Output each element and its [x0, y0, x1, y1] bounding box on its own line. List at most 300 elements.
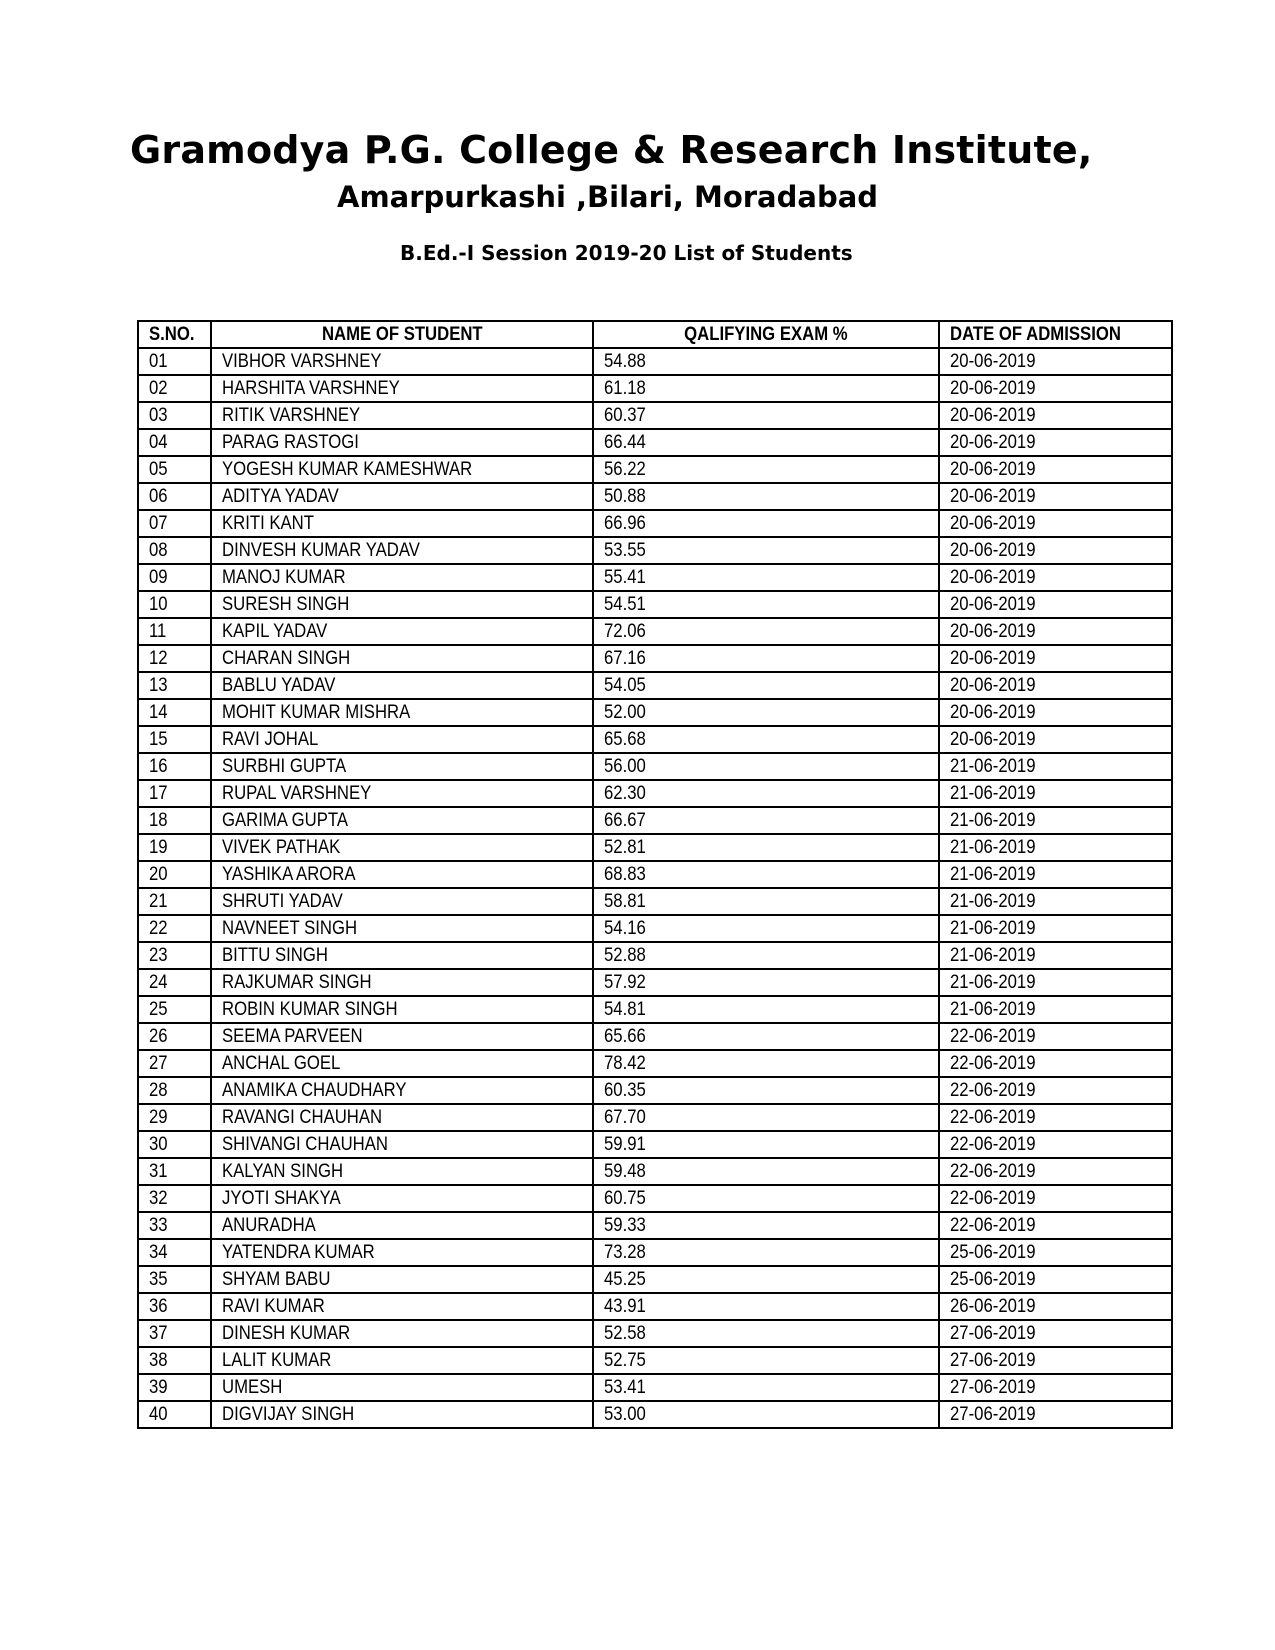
- cell-percent-text: 52.58: [604, 1323, 646, 1344]
- cell-percent-text: 72.06: [604, 621, 646, 642]
- table-row: [138, 591, 1172, 618]
- cell-percent-text: 52.75: [604, 1350, 646, 1371]
- students-table: [137, 320, 1173, 1429]
- cell-sno: [138, 375, 211, 402]
- cell-date-text: 20-06-2019: [950, 729, 1036, 750]
- cell-percent-text: 56.00: [604, 756, 646, 777]
- cell-date: [939, 1347, 1172, 1374]
- table-row: [138, 1050, 1172, 1077]
- table-row: [138, 1185, 1172, 1212]
- cell-name-text: KALYAN SINGH: [222, 1161, 344, 1182]
- cell-date-text: 21-06-2019: [950, 810, 1036, 831]
- cell-percent-text: 52.81: [604, 837, 646, 858]
- cell-name: [211, 1158, 593, 1185]
- cell-date-text: 20-06-2019: [950, 675, 1036, 696]
- cell-date: [939, 429, 1172, 456]
- cell-date: [939, 1023, 1172, 1050]
- cell-date: [939, 915, 1172, 942]
- table-row: [138, 753, 1172, 780]
- cell-sno-text: 27: [149, 1053, 168, 1074]
- cell-percent: [593, 456, 939, 483]
- cell-percent: [593, 1374, 939, 1401]
- cell-sno-text: 28: [149, 1080, 168, 1101]
- cell-percent-text: 67.16: [604, 648, 646, 669]
- cell-date-text: 20-06-2019: [950, 432, 1036, 453]
- cell-sno: [138, 1347, 211, 1374]
- cell-name-text: RAVI KUMAR: [222, 1296, 325, 1317]
- column-header-percent: [593, 321, 939, 348]
- cell-date: [939, 726, 1172, 753]
- cell-percent-text: 78.42: [604, 1053, 646, 1074]
- cell-percent: [593, 483, 939, 510]
- cell-percent-text: 65.68: [604, 729, 646, 750]
- cell-percent-text: 54.16: [604, 918, 646, 939]
- cell-name: [211, 915, 593, 942]
- cell-date-text: 21-06-2019: [950, 837, 1036, 858]
- cell-date-text: 21-06-2019: [950, 864, 1036, 885]
- cell-sno-text: 01: [149, 351, 168, 372]
- table-row: [138, 1320, 1172, 1347]
- cell-sno-text: 16: [149, 756, 168, 777]
- cell-date: [939, 1104, 1172, 1131]
- cell-percent-text: 58.81: [604, 891, 646, 912]
- table-row: [138, 1158, 1172, 1185]
- cell-date-text: 20-06-2019: [950, 351, 1036, 372]
- cell-name: [211, 1077, 593, 1104]
- cell-date-text: 20-06-2019: [950, 702, 1036, 723]
- cell-date-text: 20-06-2019: [950, 594, 1036, 615]
- cell-percent-text: 57.92: [604, 972, 646, 993]
- cell-sno: [138, 780, 211, 807]
- table-row: [138, 969, 1172, 996]
- cell-name-text: BABLU YADAV: [222, 675, 336, 696]
- cell-date: [939, 1212, 1172, 1239]
- cell-percent: [593, 591, 939, 618]
- cell-percent: [593, 1401, 939, 1428]
- cell-percent: [593, 807, 939, 834]
- table-row: [138, 564, 1172, 591]
- cell-percent-text: 56.22: [604, 459, 646, 480]
- cell-name: [211, 996, 593, 1023]
- cell-name: [211, 969, 593, 996]
- cell-sno: [138, 1023, 211, 1050]
- table-row: [138, 780, 1172, 807]
- cell-sno-text: 30: [149, 1134, 168, 1155]
- cell-sno-text: 05: [149, 459, 168, 480]
- cell-date-text: 22-06-2019: [950, 1188, 1036, 1209]
- cell-sno: [138, 726, 211, 753]
- cell-percent: [593, 1023, 939, 1050]
- cell-date-text: 22-06-2019: [950, 1026, 1036, 1047]
- cell-name: [211, 672, 593, 699]
- cell-date-text: 22-06-2019: [950, 1161, 1036, 1182]
- cell-name: [211, 1050, 593, 1077]
- cell-sno: [138, 618, 211, 645]
- cell-sno: [138, 1050, 211, 1077]
- cell-sno-text: 22: [149, 918, 168, 939]
- cell-sno-text: 13: [149, 675, 168, 696]
- cell-name-text: SHYAM BABU: [222, 1269, 331, 1290]
- column-header-label: S.NO.: [149, 324, 195, 345]
- cell-date-text: 20-06-2019: [950, 405, 1036, 426]
- cell-sno: [138, 1374, 211, 1401]
- cell-percent: [593, 348, 939, 375]
- cell-name-text: ANCHAL GOEL: [222, 1053, 341, 1074]
- cell-name: [211, 942, 593, 969]
- cell-sno-text: 33: [149, 1215, 168, 1236]
- cell-name-text: YOGESH KUMAR KAMESHWAR: [222, 459, 473, 480]
- table-row: [138, 915, 1172, 942]
- cell-date: [939, 1320, 1172, 1347]
- cell-name: [211, 1320, 593, 1347]
- cell-name-text: KRITI KANT: [222, 513, 314, 534]
- cell-percent-text: 50.88: [604, 486, 646, 507]
- cell-percent: [593, 1050, 939, 1077]
- cell-percent-text: 45.25: [604, 1269, 646, 1290]
- cell-date-text: 22-06-2019: [950, 1053, 1036, 1074]
- cell-sno: [138, 834, 211, 861]
- table-row: [138, 429, 1172, 456]
- cell-percent-text: 53.55: [604, 540, 646, 561]
- cell-date: [939, 402, 1172, 429]
- table-row: [138, 1023, 1172, 1050]
- cell-sno: [138, 1239, 211, 1266]
- table-row: [138, 1347, 1172, 1374]
- cell-name: [211, 1293, 593, 1320]
- cell-date-text: 20-06-2019: [950, 378, 1036, 399]
- table-row: [138, 861, 1172, 888]
- table-row: [138, 888, 1172, 915]
- cell-name-text: RAJKUMAR SINGH: [222, 972, 372, 993]
- cell-date: [939, 483, 1172, 510]
- cell-name: [211, 591, 593, 618]
- cell-date: [939, 888, 1172, 915]
- cell-name-text: SURBHI GUPTA: [222, 756, 347, 777]
- cell-sno: [138, 1401, 211, 1428]
- cell-sno: [138, 1104, 211, 1131]
- cell-percent: [593, 645, 939, 672]
- cell-sno: [138, 348, 211, 375]
- table-row: [138, 510, 1172, 537]
- cell-date-text: 26-06-2019: [950, 1296, 1036, 1317]
- cell-name-text: MANOJ KUMAR: [222, 567, 346, 588]
- cell-name-text: KAPIL YADAV: [222, 621, 328, 642]
- cell-name: [211, 1266, 593, 1293]
- cell-date-text: 25-06-2019: [950, 1242, 1036, 1263]
- table-row: [138, 996, 1172, 1023]
- cell-name: [211, 753, 593, 780]
- cell-percent-text: 66.96: [604, 513, 646, 534]
- cell-sno-text: 26: [149, 1026, 168, 1047]
- table-row: [138, 645, 1172, 672]
- cell-sno: [138, 456, 211, 483]
- table-row: [138, 1131, 1172, 1158]
- cell-date-text: 27-06-2019: [950, 1323, 1036, 1344]
- cell-name: [211, 429, 593, 456]
- cell-sno: [138, 1320, 211, 1347]
- cell-date: [939, 753, 1172, 780]
- cell-name: [211, 807, 593, 834]
- cell-sno-text: 09: [149, 567, 168, 588]
- cell-name-text: VIVEK PATHAK: [222, 837, 341, 858]
- table-row: [138, 1401, 1172, 1428]
- cell-name-text: BITTU SINGH: [222, 945, 328, 966]
- table-row: [138, 807, 1172, 834]
- cell-name-text: GARIMA GUPTA: [222, 810, 349, 831]
- column-header-name: [211, 321, 593, 348]
- cell-sno-text: 23: [149, 945, 168, 966]
- cell-percent: [593, 996, 939, 1023]
- cell-date: [939, 510, 1172, 537]
- cell-sno: [138, 429, 211, 456]
- cell-percent-text: 65.66: [604, 1026, 646, 1047]
- cell-date-text: 20-06-2019: [950, 513, 1036, 534]
- cell-name-text: SHRUTI YADAV: [222, 891, 343, 912]
- cell-date: [939, 672, 1172, 699]
- cell-sno-text: 07: [149, 513, 168, 534]
- cell-name-text: ANURADHA: [222, 1215, 316, 1236]
- cell-name: [211, 1401, 593, 1428]
- cell-name-text: UMESH: [222, 1377, 283, 1398]
- cell-name-text: VIBHOR VARSHNEY: [222, 351, 382, 372]
- cell-date: [939, 1374, 1172, 1401]
- cell-sno: [138, 564, 211, 591]
- cell-percent: [593, 510, 939, 537]
- cell-sno-text: 10: [149, 594, 168, 615]
- cell-date: [939, 1050, 1172, 1077]
- cell-name: [211, 1239, 593, 1266]
- cell-percent-text: 52.00: [604, 702, 646, 723]
- cell-percent: [593, 402, 939, 429]
- cell-percent: [593, 1293, 939, 1320]
- cell-percent: [593, 969, 939, 996]
- cell-name-text: DINVESH KUMAR YADAV: [222, 540, 420, 561]
- column-header-label: DATE OF ADMISSION: [950, 324, 1121, 345]
- cell-sno: [138, 699, 211, 726]
- cell-name: [211, 456, 593, 483]
- cell-percent-text: 59.91: [604, 1134, 646, 1155]
- cell-name-text: NAVNEET SINGH: [222, 918, 358, 939]
- cell-percent-text: 61.18: [604, 378, 646, 399]
- cell-date: [939, 1239, 1172, 1266]
- cell-percent-text: 66.44: [604, 432, 646, 453]
- cell-sno: [138, 888, 211, 915]
- cell-date-text: 27-06-2019: [950, 1404, 1036, 1425]
- cell-percent: [593, 618, 939, 645]
- cell-date-text: 20-06-2019: [950, 540, 1036, 561]
- cell-percent-text: 59.33: [604, 1215, 646, 1236]
- cell-date-text: 20-06-2019: [950, 648, 1036, 669]
- cell-date: [939, 699, 1172, 726]
- cell-sno-text: 04: [149, 432, 168, 453]
- cell-date-text: 22-06-2019: [950, 1080, 1036, 1101]
- cell-date: [939, 348, 1172, 375]
- cell-percent-text: 60.75: [604, 1188, 646, 1209]
- table-row: [138, 456, 1172, 483]
- cell-name-text: SHIVANGI CHAUHAN: [222, 1134, 388, 1155]
- cell-sno-text: 14: [149, 702, 168, 723]
- cell-name: [211, 726, 593, 753]
- cell-name-text: YATENDRA KUMAR: [222, 1242, 375, 1263]
- cell-sno-text: 15: [149, 729, 168, 750]
- cell-date: [939, 861, 1172, 888]
- table-row: [138, 1077, 1172, 1104]
- table-row: [138, 834, 1172, 861]
- cell-percent-text: 60.35: [604, 1080, 646, 1101]
- cell-percent-text: 54.81: [604, 999, 646, 1020]
- cell-percent: [593, 1239, 939, 1266]
- cell-percent: [593, 915, 939, 942]
- cell-percent-text: 68.83: [604, 864, 646, 885]
- cell-sno: [138, 645, 211, 672]
- cell-sno: [138, 753, 211, 780]
- cell-date: [939, 564, 1172, 591]
- cell-sno: [138, 996, 211, 1023]
- cell-name: [211, 1374, 593, 1401]
- table-row: [138, 1239, 1172, 1266]
- cell-name: [211, 618, 593, 645]
- cell-date-text: 21-06-2019: [950, 972, 1036, 993]
- cell-date-text: 21-06-2019: [950, 783, 1036, 804]
- table-row: [138, 1104, 1172, 1131]
- cell-percent-text: 54.51: [604, 594, 646, 615]
- cell-percent: [593, 1077, 939, 1104]
- cell-name-text: ANAMIKA CHAUDHARY: [222, 1080, 407, 1101]
- table-row: [138, 537, 1172, 564]
- table-row: [138, 672, 1172, 699]
- cell-date: [939, 1131, 1172, 1158]
- cell-sno-text: 08: [149, 540, 168, 561]
- cell-percent-text: 62.30: [604, 783, 646, 804]
- cell-date: [939, 807, 1172, 834]
- cell-percent-text: 73.28: [604, 1242, 646, 1263]
- cell-sno-text: 25: [149, 999, 168, 1020]
- cell-date-text: 20-06-2019: [950, 621, 1036, 642]
- cell-name-text: ROBIN KUMAR SINGH: [222, 999, 398, 1020]
- table-row: [138, 699, 1172, 726]
- institution-title: Gramodya P.G. College & Research Institute,: [130, 128, 1093, 172]
- cell-name: [211, 1185, 593, 1212]
- cell-percent-text: 53.41: [604, 1377, 646, 1398]
- cell-name: [211, 645, 593, 672]
- cell-percent-text: 54.05: [604, 675, 646, 696]
- cell-date: [939, 969, 1172, 996]
- cell-date-text: 20-06-2019: [950, 567, 1036, 588]
- cell-percent: [593, 537, 939, 564]
- cell-name: [211, 1131, 593, 1158]
- cell-name-text: RAVI JOHAL: [222, 729, 319, 750]
- cell-name: [211, 699, 593, 726]
- column-header-sno: [138, 321, 211, 348]
- cell-date-text: 20-06-2019: [950, 486, 1036, 507]
- cell-name-text: RUPAL VARSHNEY: [222, 783, 372, 804]
- cell-percent-text: 55.41: [604, 567, 646, 588]
- cell-name-text: HARSHITA VARSHNEY: [222, 378, 400, 399]
- cell-sno: [138, 402, 211, 429]
- cell-sno-text: 29: [149, 1107, 168, 1128]
- cell-percent: [593, 1185, 939, 1212]
- cell-sno: [138, 1266, 211, 1293]
- cell-date-text: 20-06-2019: [950, 459, 1036, 480]
- cell-sno-text: 20: [149, 864, 168, 885]
- cell-percent: [593, 1212, 939, 1239]
- table-body: [138, 348, 1172, 1428]
- cell-percent: [593, 1266, 939, 1293]
- cell-name: [211, 537, 593, 564]
- cell-date-text: 21-06-2019: [950, 945, 1036, 966]
- cell-date: [939, 375, 1172, 402]
- cell-sno: [138, 1293, 211, 1320]
- table-row: [138, 402, 1172, 429]
- table-row: [138, 1266, 1172, 1293]
- cell-date-text: 22-06-2019: [950, 1107, 1036, 1128]
- cell-date: [939, 1077, 1172, 1104]
- cell-sno: [138, 483, 211, 510]
- cell-name-text: CHARAN SINGH: [222, 648, 351, 669]
- cell-name: [211, 1347, 593, 1374]
- cell-sno: [138, 1131, 211, 1158]
- cell-sno: [138, 861, 211, 888]
- cell-date-text: 27-06-2019: [950, 1350, 1036, 1371]
- cell-date: [939, 456, 1172, 483]
- cell-name: [211, 1104, 593, 1131]
- cell-percent: [593, 1131, 939, 1158]
- cell-date-text: 21-06-2019: [950, 756, 1036, 777]
- cell-sno-text: 34: [149, 1242, 168, 1263]
- cell-date: [939, 1158, 1172, 1185]
- cell-name: [211, 348, 593, 375]
- cell-date-text: 27-06-2019: [950, 1377, 1036, 1398]
- cell-sno-text: 36: [149, 1296, 168, 1317]
- cell-percent-text: 54.88: [604, 351, 646, 372]
- cell-date-text: 21-06-2019: [950, 918, 1036, 939]
- cell-name: [211, 483, 593, 510]
- cell-sno: [138, 807, 211, 834]
- cell-name-text: MOHIT KUMAR MISHRA: [222, 702, 411, 723]
- cell-date-text: 21-06-2019: [950, 891, 1036, 912]
- cell-date: [939, 537, 1172, 564]
- cell-name: [211, 564, 593, 591]
- table-row: [138, 726, 1172, 753]
- table-row: [138, 483, 1172, 510]
- cell-percent: [593, 1320, 939, 1347]
- cell-sno: [138, 1212, 211, 1239]
- cell-sno: [138, 969, 211, 996]
- cell-date: [939, 1293, 1172, 1320]
- cell-percent: [593, 861, 939, 888]
- cell-percent: [593, 753, 939, 780]
- cell-date-text: 22-06-2019: [950, 1134, 1036, 1155]
- cell-sno-text: 38: [149, 1350, 168, 1371]
- cell-name-text: LALIT KUMAR: [222, 1350, 332, 1371]
- cell-date-text: 21-06-2019: [950, 999, 1036, 1020]
- cell-sno-text: 24: [149, 972, 168, 993]
- table-row: [138, 348, 1172, 375]
- cell-percent: [593, 1158, 939, 1185]
- column-header-label: QALIFYING EXAM %: [684, 324, 848, 345]
- cell-percent: [593, 429, 939, 456]
- cell-date: [939, 591, 1172, 618]
- institution-location: Amarpurkashi ,Bilari, Moradabad: [337, 180, 879, 214]
- table-row: [138, 1293, 1172, 1320]
- cell-date: [939, 645, 1172, 672]
- cell-date: [939, 1266, 1172, 1293]
- cell-percent: [593, 375, 939, 402]
- cell-sno-text: 32: [149, 1188, 168, 1209]
- cell-date: [939, 1401, 1172, 1428]
- cell-percent-text: 52.88: [604, 945, 646, 966]
- cell-sno-text: 39: [149, 1377, 168, 1398]
